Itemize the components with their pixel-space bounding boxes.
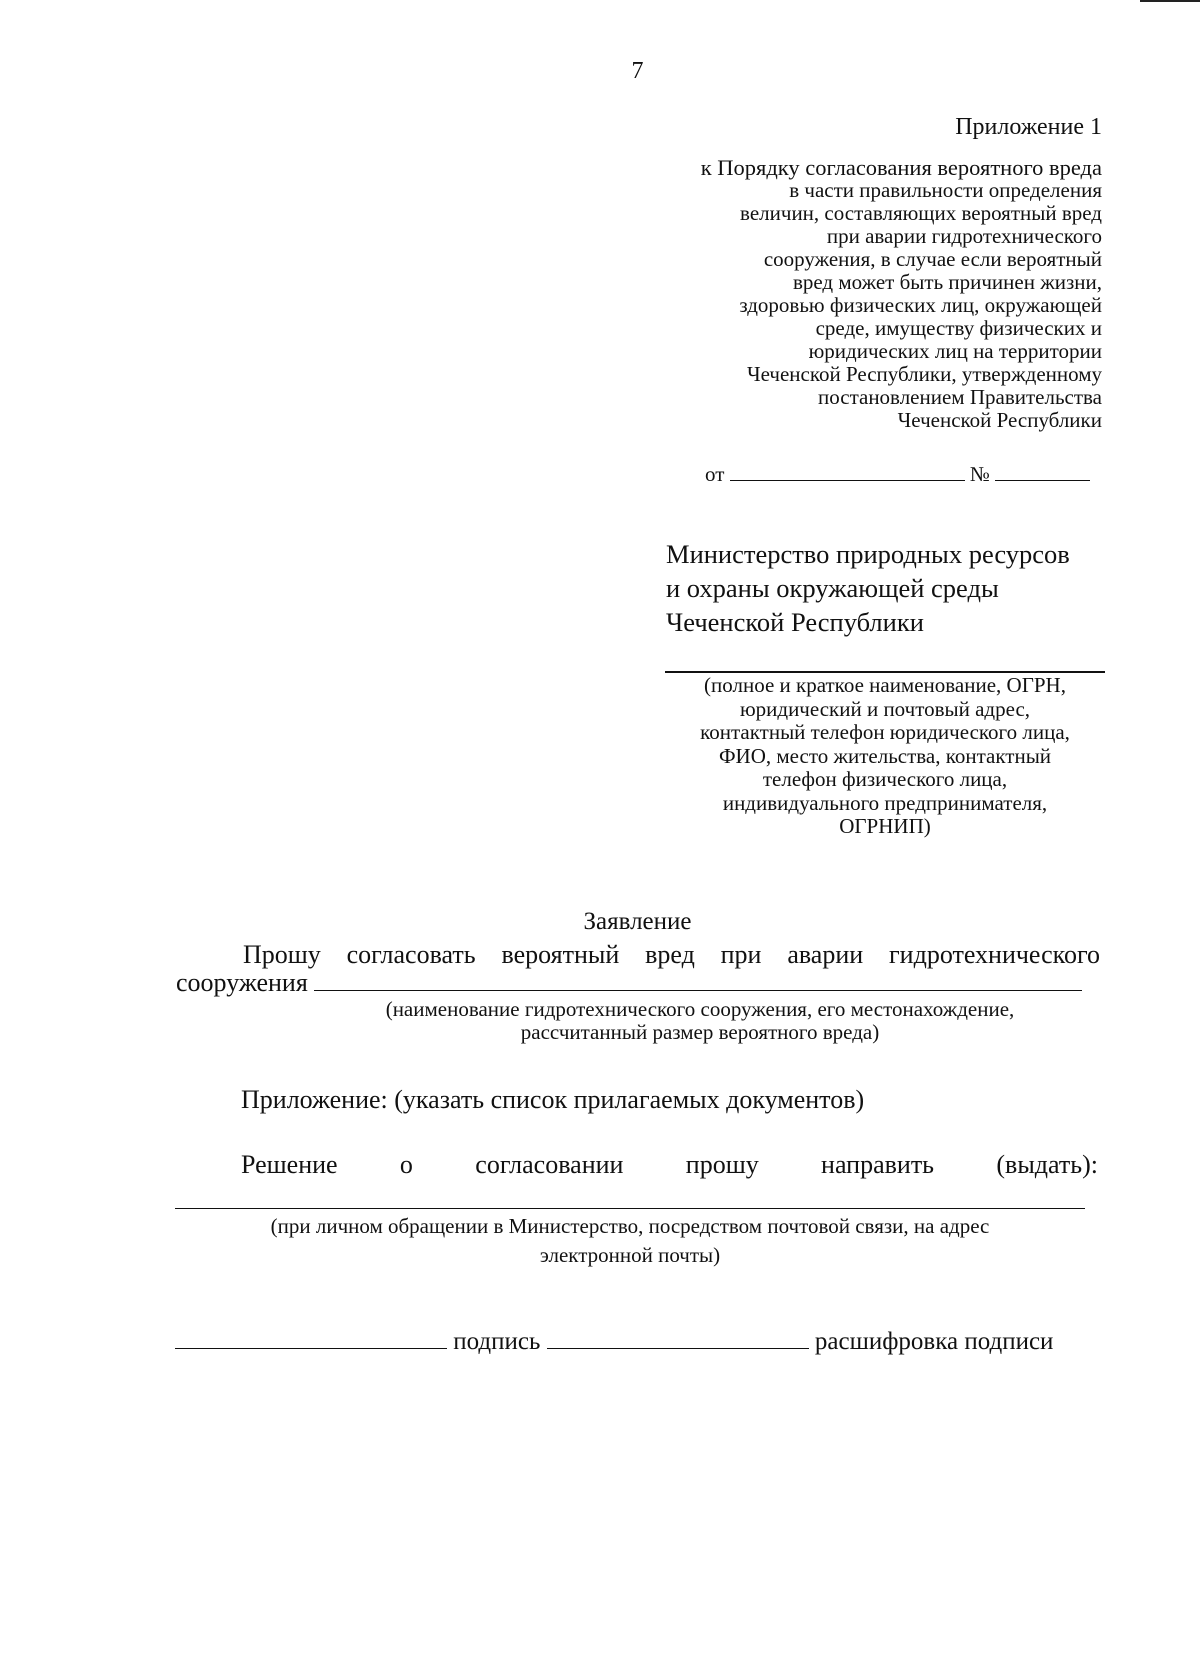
attachments-line: Приложение: (указать список прилагаемых документов) [241, 1085, 865, 1114]
structure-field[interactable] [314, 970, 1082, 991]
hint-line: (полное и краткое наименование, ОГРН, [704, 673, 1066, 697]
recipient-block [666, 537, 1126, 639]
number-field[interactable] [995, 464, 1090, 481]
appendix-line: среде, имуществу физических и [815, 316, 1102, 340]
recipient-line: и охраны окружающей среды [666, 573, 999, 603]
hint-line: ОГРНИП) [839, 814, 931, 838]
hint-line: юридический и почтовый адрес, [739, 696, 1031, 721]
date-prefix: от [705, 462, 725, 486]
recipient-line: Министерство природных ресурсов [666, 539, 1070, 569]
structure-hint [300, 998, 1100, 1044]
page-number: 7 [631, 58, 644, 84]
request-prefix: сооружения [176, 968, 308, 997]
appendix-line: к Порядку согласования вероятного вреда [700, 155, 1102, 180]
delivery-field[interactable] [175, 1208, 1085, 1209]
hint-line: (наименование гидротехнического сооружения, его местонахождение, [385, 997, 1015, 1021]
request-text: Прошу согласовать вероятный вред при аварии гидротехнического [243, 940, 1100, 969]
applicant-hint [665, 674, 1105, 839]
hint-line: рассчитанный размер вероятного вреда) [520, 1020, 880, 1044]
appendix-line: Чеченской Республики [897, 408, 1102, 432]
hint-line: электронной почты) [539, 1243, 721, 1267]
appendix-line: здоровью физических лиц, окружающей [739, 293, 1102, 317]
appendix-reference [642, 156, 1102, 432]
hint-line: индивидуального предпринимателя, [722, 790, 1048, 815]
statement-title: Заявление [583, 908, 692, 935]
appendix-line: в части правильности определения [789, 178, 1102, 202]
signature-field[interactable] [175, 1330, 447, 1349]
decision-line: Решение о согласовании прошу направить (выдать): [241, 1150, 1098, 1179]
delivery-hint [175, 1212, 1085, 1270]
appendix-title: Приложение 1 [955, 114, 1102, 140]
appendix-line: вред может быть причинен жизни, [792, 270, 1102, 294]
date-number-row [705, 462, 1105, 487]
signature-label: подпись [453, 1328, 541, 1355]
hint-line: ФИО, место жительства, контактный [718, 743, 1052, 768]
number-sign: № [969, 462, 990, 486]
signature-decoding-field[interactable] [547, 1330, 809, 1349]
recipient-line: Чеченской Республики [666, 607, 924, 637]
appendix-line: постановлением Правительства [817, 385, 1102, 409]
request-structure-row [176, 968, 1106, 998]
hint-line: контактный телефон юридического лица, [700, 720, 1070, 744]
signature-row [175, 1328, 1053, 1356]
appendix-line: величин, составляющих вероятный вред [740, 201, 1102, 225]
appendix-line: сооружения, в случае если вероятный [763, 247, 1102, 271]
corner-mark [1140, 0, 1200, 2]
appendix-line: юридических лиц на территории [808, 339, 1102, 363]
appendix-line: Чеченской Республики, утвержденному [746, 362, 1102, 386]
hint-line: (при личном обращении в Министерство, посредством почтовой связи, на адрес [270, 1214, 990, 1238]
date-field[interactable] [730, 464, 965, 481]
signature-decoding-label: расшифровка подписи [814, 1328, 1054, 1355]
appendix-line: при аварии гидротехнического [826, 224, 1102, 248]
hint-line: телефон физического лица, [762, 767, 1008, 791]
